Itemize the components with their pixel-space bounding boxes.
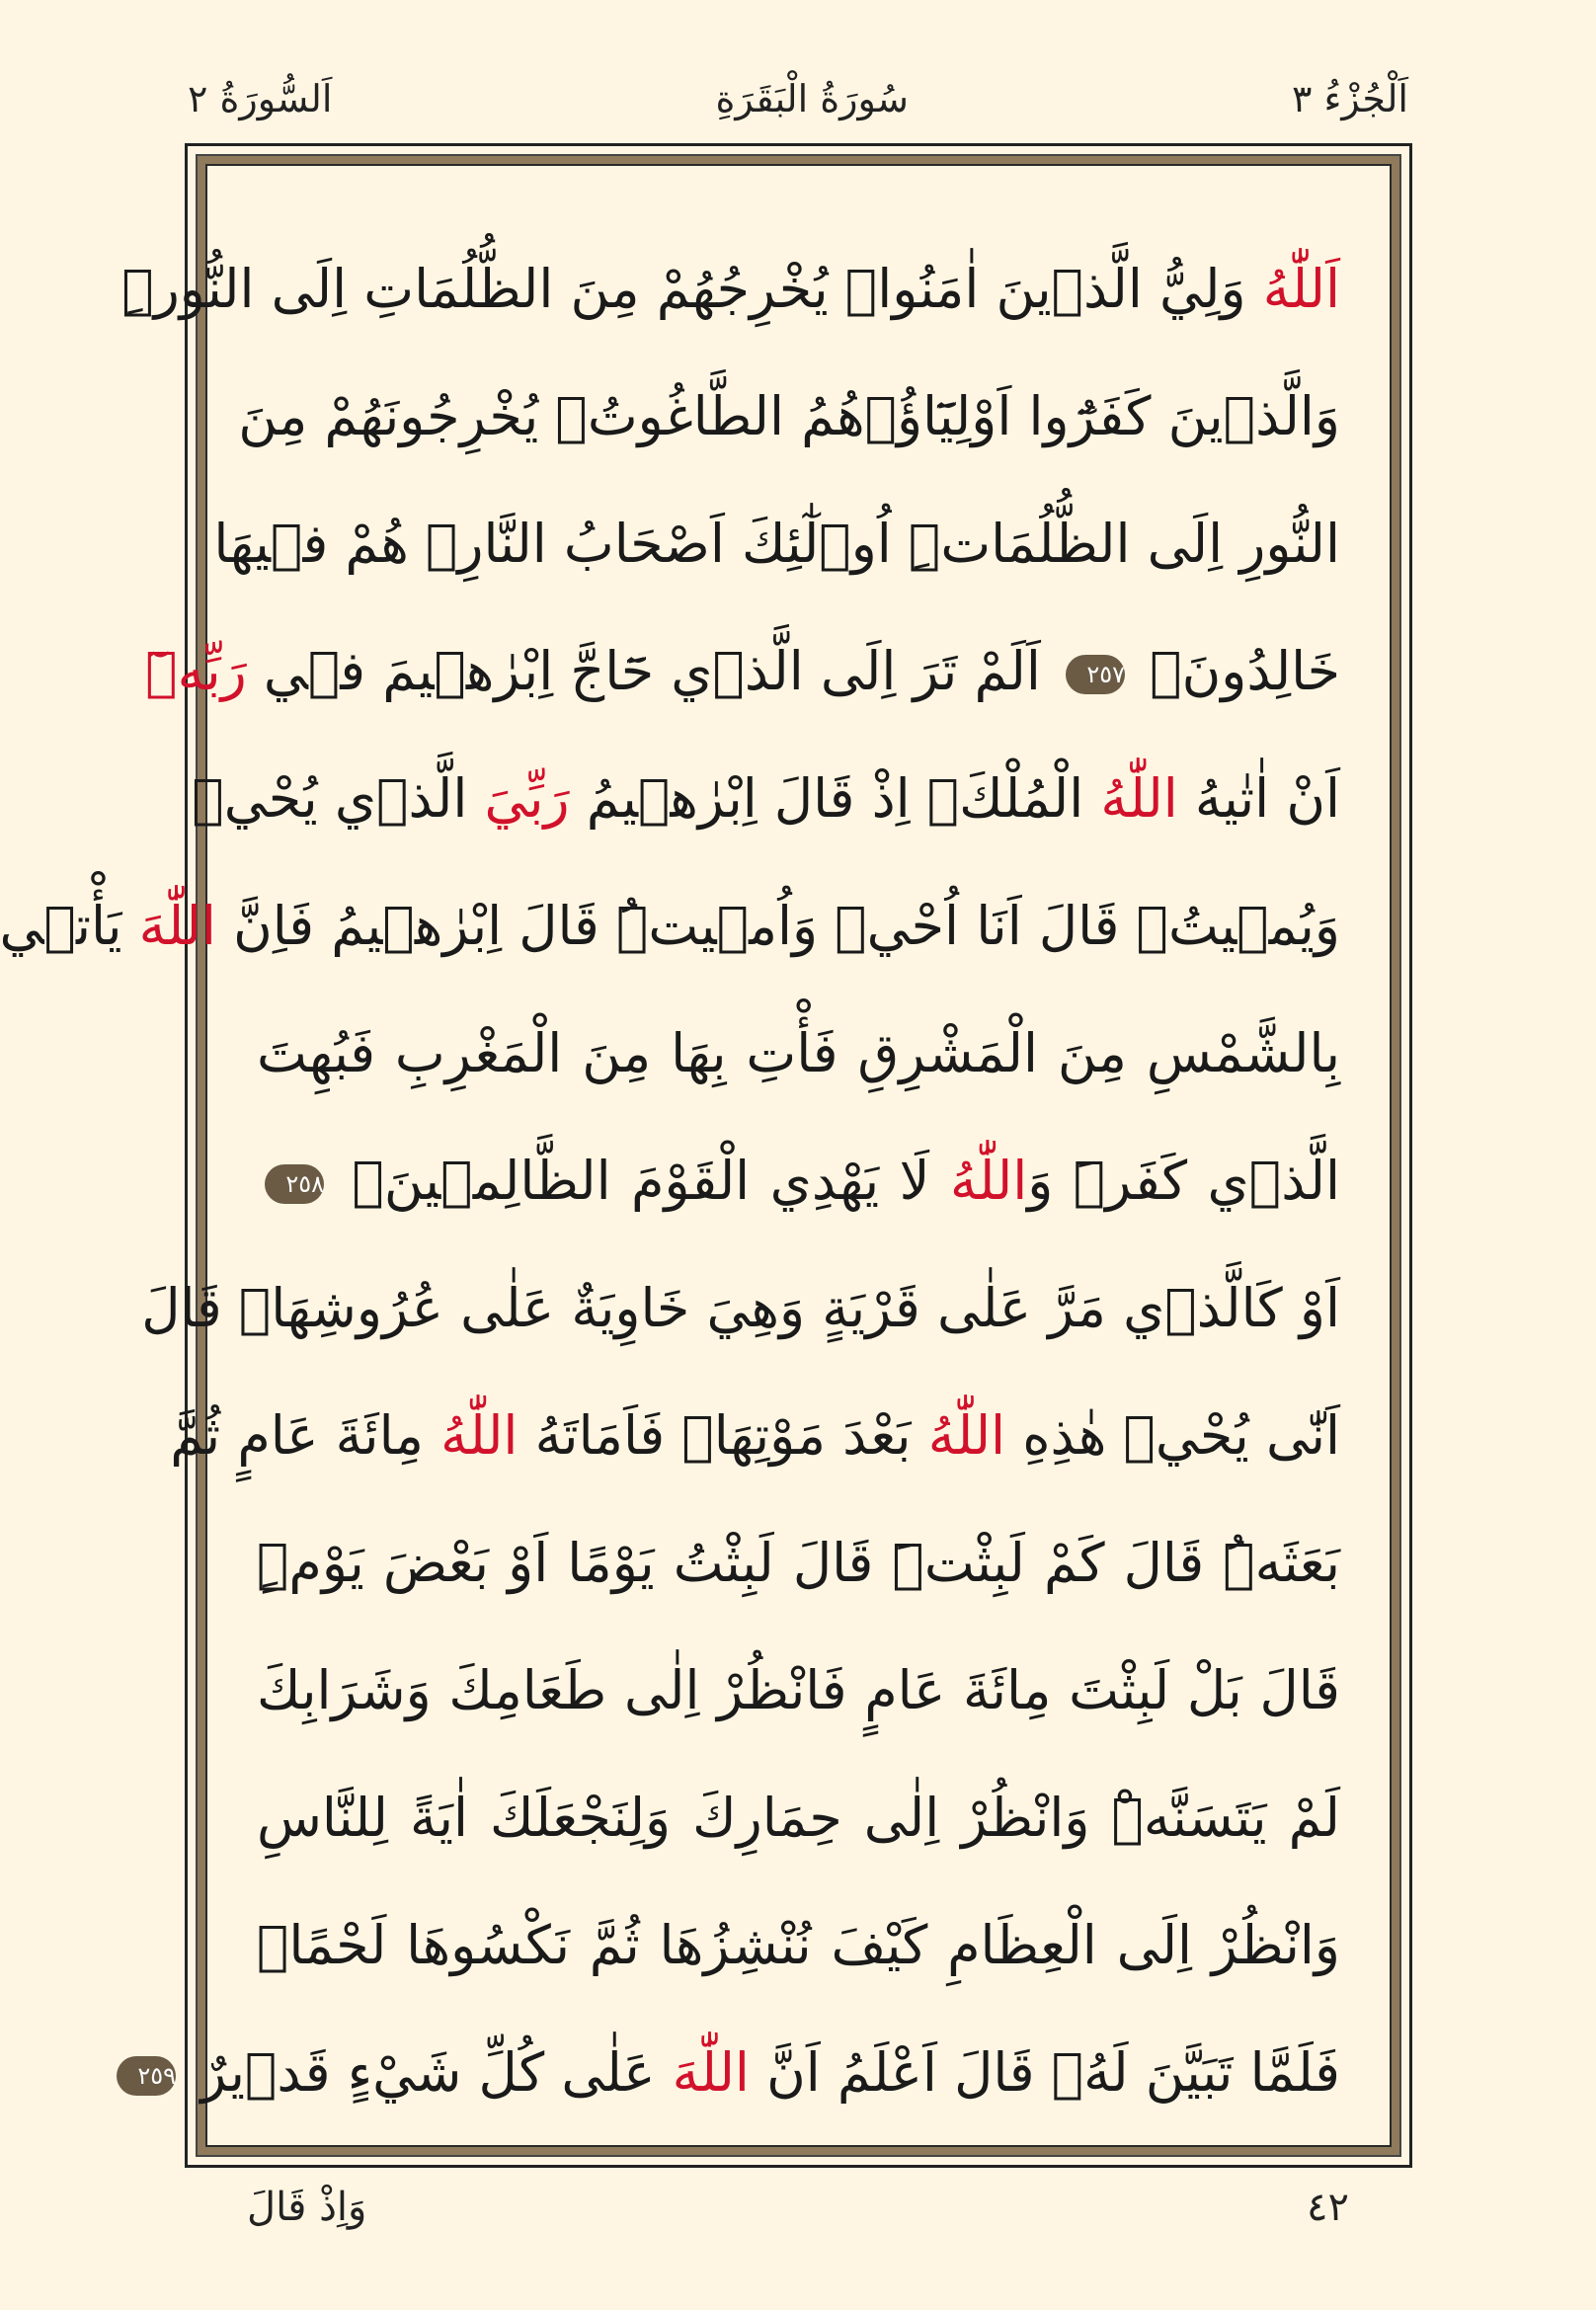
divine-name-text: اللّٰهَ <box>138 895 216 957</box>
text-line <box>257 1499 1340 1627</box>
page-header <box>188 69 1408 128</box>
verse-text: لَمْ يَتَسَنَّهْۜ وَانْظُرْ اِلٰى حِمَارِكَ وَلِنَجْعَلَكَ اٰيَةً لِلنَّاسِ <box>257 1787 1340 1849</box>
text-line <box>213 480 1340 607</box>
text-line <box>257 1754 1340 1881</box>
verse-text: بَعَثَهُۜ قَالَ كَمْ لَبِثْتَۜ قَالَ لَبِثْتُ يَوْمًا اَوْ بَعْضَ يَوْمٍۜ <box>257 1532 1340 1594</box>
frame-border-band <box>0 154 1401 2157</box>
verse-text: اَوْ كَالَّذ۪ي مَرَّ عَلٰى قَرْيَةٍ وَهِيَ خَاوِيَةٌ عَلٰى عُرُوشِهَاۚ قَالَ <box>141 1277 1340 1339</box>
text-line <box>121 225 1340 353</box>
verse-text: اَنْ اٰتٰيهُ <box>1177 767 1340 830</box>
text-line <box>238 353 1340 480</box>
divine-name-text: اللّٰهُ <box>440 1404 519 1467</box>
divine-name-text: اللّٰهَ <box>672 2041 750 2104</box>
divine-name-text: اللّٰهُ <box>1100 767 1178 830</box>
verse-number-marker: ٢٥٩ <box>117 2056 176 2096</box>
page-footer <box>247 2173 1349 2242</box>
verse-text: اَلَمْ تَرَ اِلَى الَّذ۪ي حَٓاجَّ اِبْرٰه۪يمَ ف۪ي <box>246 640 1059 702</box>
surah-number-label: اَلسُّورَةُ ٢ <box>188 77 333 120</box>
verse-text: الَّذ۪ي يُحْي۪ <box>192 767 485 830</box>
verse-text: بِالشَّمْسِ مِنَ الْمَشْرِقِ فَأْتِ بِهَا مِنَ الْمَغْرِبِ فَبُهِتَ <box>257 1022 1340 1084</box>
catchword: وَاِذْ قَالَ <box>247 2185 367 2230</box>
verse-text: فَلَمَّا تَبَيَّنَ لَهُۙ قَالَ اَعْلَمُ اَنَّ <box>749 2041 1340 2104</box>
divine-name-text: رَبِّيَ <box>484 767 570 830</box>
verse-text: اَنّٰى يُحْي۪ هٰذِهِ <box>1005 1404 1340 1467</box>
verse-text: وَلِيُّ الَّذ۪ينَ اٰمَنُواۙ يُخْرِجُهُمْ مِنَ الظُّلُمَاتِ اِلَى النُّورِۜ <box>121 258 1263 320</box>
verse-number-marker: ٢٥٧ <box>1066 655 1125 694</box>
juz-label: اَلْجُزْءُ ٣ <box>1291 77 1408 120</box>
divine-name-text: اللّٰهُ <box>949 1150 1028 1212</box>
verse-number-marker: ٢٥٨ <box>265 1164 324 1204</box>
verse-text: وَالَّذ۪ينَ كَفَرُٓوا اَوْلِيَٓاؤُ۬هُمُ الطَّاغُوتُۙ يُخْرِجُونَهُمْ مِنَ <box>238 385 1340 447</box>
text-line <box>257 1881 1340 2009</box>
verse-text: الَّذ۪ي كَفَرَۜ وَ <box>1027 1150 1340 1212</box>
verse-text: بَعْدَ مَوْتِهَاۚ فَاَمَاتَهُ <box>518 1404 928 1467</box>
verse-text: الْمُلْكَۢ اِذْ قَالَ اِبْرٰه۪يمُ <box>569 767 1101 830</box>
verse-text: النُّورِ اِلَى الظُّلُمَاتِۜ اُو۬لٰٓئِكَ اَصْحَابُ النَّارِۚ هُمْ ف۪يهَا <box>213 513 1340 575</box>
verse-text: لَا يَهْدِي الْقَوْمَ الظَّالِم۪ينَۚ <box>332 1150 950 1212</box>
verse-text: قَالَ بَلْ لَبِثْتَ مِائَةَ عَامٍ فَانْظُرْ اِلٰى طَعَامِكَ وَشَرَابِكَ <box>257 1659 1340 1721</box>
divine-name-text: اَللّٰهُ <box>1262 258 1340 320</box>
verse-text: يَأْت۪ي <box>0 895 139 957</box>
verse-text: خَالِدُونَ۟ <box>1133 640 1340 702</box>
text-line <box>145 607 1340 735</box>
text-line <box>137 2009 1340 2136</box>
verse-text: مِائَةَ عَامٍ ثُمَّ <box>170 1404 441 1467</box>
text-line <box>192 735 1340 862</box>
page-number: ٤٢ <box>1307 2185 1349 2230</box>
surah-title: سُورَةُ الْبَقَرَةِ <box>715 77 909 120</box>
page-frame <box>0 143 1412 2168</box>
text-line <box>141 1244 1340 1372</box>
verse-text: وَيُم۪يتُۙ قَالَ اَنَا اُحْي۪ وَاُم۪يتُۜ قَالَ اِبْرٰه۪يمُ فَاِنَّ <box>215 895 1340 957</box>
text-line <box>257 1117 1340 1244</box>
divine-name-text: رَبِّه۪ٓ <box>145 640 247 702</box>
quran-text <box>0 225 1340 2106</box>
verse-text: عَلٰى كُلِّ شَيْءٍ قَد۪يرٌ <box>184 2041 673 2104</box>
text-panel <box>0 164 1392 2147</box>
text-line <box>257 990 1340 1117</box>
text-line <box>257 1627 1340 1754</box>
divine-name-text: اللّٰهُ <box>927 1404 1006 1467</box>
verse-text: وَانْظُرْ اِلَى الْعِظَامِ كَيْفَ نُنْشِزُهَا ثُمَّ نَكْسُوهَا لَحْمًاۜ <box>257 1914 1340 1976</box>
text-line <box>170 1372 1340 1499</box>
text-line <box>0 862 1340 990</box>
